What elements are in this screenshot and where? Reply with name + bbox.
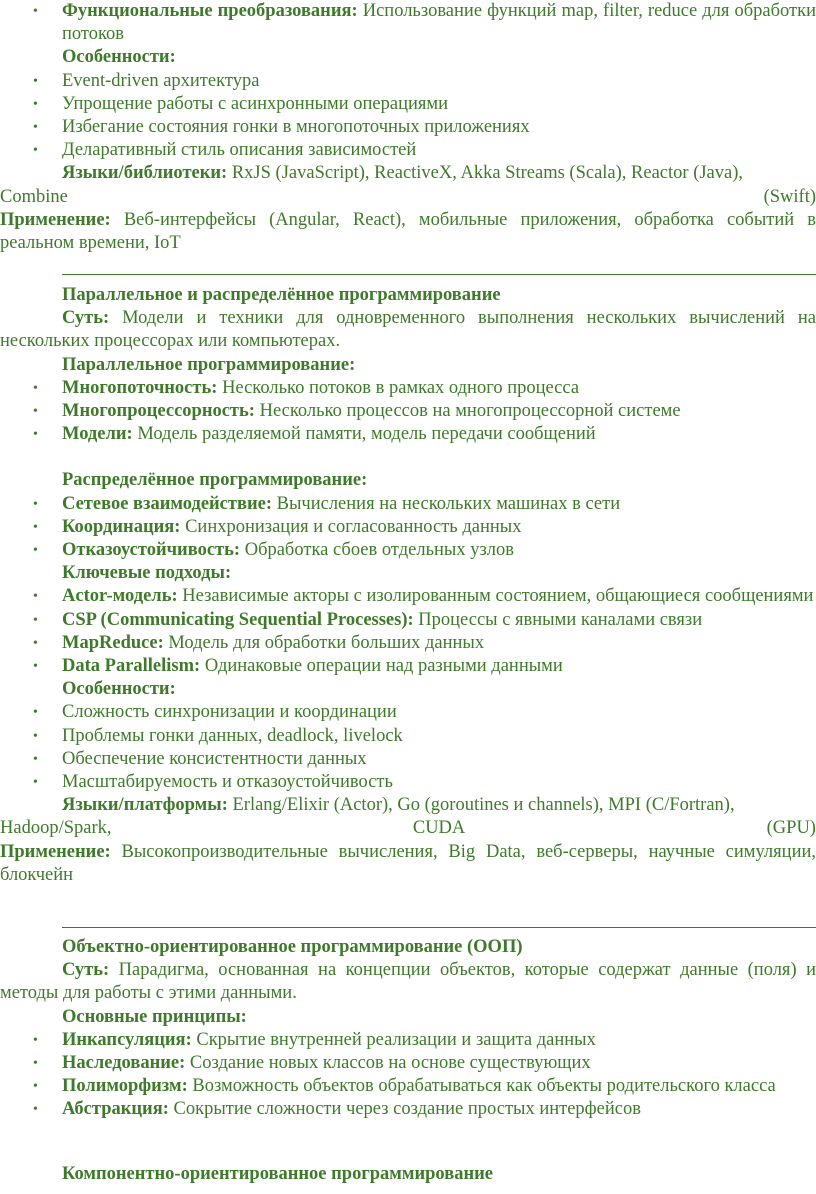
list-item: • Data Parallelism: Одинаковые операции над разными данными [0, 655, 816, 678]
list-item: • Сетевое взаимодействие: Вычисления на нескольких машинах в сети [0, 493, 816, 516]
features-list [0, 701, 816, 794]
list-item: • Event-driven архитектура [0, 70, 816, 93]
list-item: • Полиморфизм: Возможность объектов обрабатываться как объекты родительского класса [0, 1075, 816, 1098]
section-title: Компонентно-ориентированное программирование [62, 1164, 493, 1184]
bullet-icon: • [33, 635, 38, 651]
application-paragraph: Применение: Высокопроизводительные вычисления, Big Data, веб-серверы, научные симуляции, блокчейн [0, 841, 816, 885]
section-title: Параллельное и распределённое программирование [62, 285, 501, 305]
principles-heading: Основные принципы: [62, 1006, 247, 1027]
platforms-line: Языки/платформы: Erlang/Elixir (Actor), Go (goroutines и channels), MPI (C/Fortran), [62, 795, 735, 816]
distributed-heading: Распределённое программирование: [62, 470, 368, 491]
bullet-icon: • [33, 1032, 38, 1048]
features-list [0, 70, 816, 163]
section-reactive [0, 0, 816, 255]
bullet-icon: • [33, 380, 38, 396]
bullet-icon: • [33, 519, 38, 535]
list-item: • MapReduce: Модель для обработки больших данных [0, 632, 816, 655]
bullet-icon: • [33, 427, 38, 443]
bullet-icon: • [33, 612, 38, 628]
essence-paragraph: Суть: Модели и техники для одновременного выполнения нескольких вычислений на нескольких процессорах или компьютерах. [0, 308, 816, 352]
section-parallel [0, 284, 816, 887]
transform-list [0, 0, 816, 46]
section-divider [62, 927, 816, 928]
section-title: Объектно-ориентированное программирование (ООП) [62, 937, 523, 957]
list-item: • Обеспечение консистентности данных [0, 748, 816, 771]
list-item: • Actor-модель: Независимые акторы с изолированным состоянием, общающиеся сообщениями [0, 585, 816, 608]
list-item: • Отказоустойчивость: Обработка сбоев отдельных узлов [0, 539, 816, 562]
list-item: • CSP (Communicating Sequential Processes): Процессы с явными каналами связи [0, 609, 816, 632]
bullet-icon: • [33, 589, 38, 605]
bullet-icon: • [33, 775, 38, 791]
list-item: • Сложность синхронизации и координации [0, 701, 816, 724]
principles-list [0, 1029, 816, 1122]
application-paragraph: Применение: Веб-интерфейсы (Angular, React), мобильные приложения, обработка событий в реальном времени, IoT [0, 209, 816, 254]
bullet-icon: • [33, 705, 38, 721]
bullet-icon: • [33, 659, 38, 675]
features-heading: Особенности: [62, 47, 176, 68]
list-item: • Избегание состояния гонки в многопоточных приложениях [0, 116, 816, 139]
bullet-icon: • [33, 120, 38, 136]
parallel-heading: Параллельное программирование: [62, 354, 356, 375]
distributed-list [0, 493, 816, 563]
bullet-icon: • [33, 1102, 38, 1118]
list-item: • Многопроцессорность: Несколько процессов на многопроцессорной системе [0, 400, 816, 423]
section-component [0, 1163, 816, 1186]
parallel-list [0, 377, 816, 447]
section-oop [0, 936, 816, 1122]
bullet-icon: • [33, 1056, 38, 1072]
bullet-icon: • [33, 73, 38, 89]
list-item: • Функциональные преобразования: Использование функций map, filter, reduce для обработки потоков [33, 1, 816, 45]
bullet-icon: • [33, 1079, 38, 1095]
languages-line-2: Combine (Swift) [0, 186, 816, 207]
approaches-list [0, 585, 816, 678]
languages-line: Языки/библиотеки: RxJS (JavaScript), ReactiveX, Akka Streams (Scala), Reactor (Java), [62, 163, 744, 184]
list-item: • Модели: Модель разделяемой памяти, модель передачи сообщений [0, 423, 816, 446]
bullet-icon: • [33, 143, 38, 159]
list-item: • Абстракция: Сокрытие сложности через создание простых интерфейсов [0, 1098, 816, 1121]
list-item: • Координация: Синхронизация и согласованность данных [0, 516, 816, 539]
list-item: • Упрощение работы с асинхронными операциями [0, 93, 816, 116]
essence-paragraph: Суть: Парадигма, основанная на концепции объектов, которые содержат данные (поля) и методы для работы с этими данными. [0, 960, 816, 1004]
list-item: • Инкапсуляция: Скрытие внутренней реализации и защита данных [0, 1029, 816, 1052]
platforms-line-2: Hadoop/Spark, CUDA (GPU) [0, 818, 816, 839]
approaches-heading: Ключевые подходы: [62, 563, 232, 584]
list-item: • Проблемы гонки данных, deadlock, livelock [0, 725, 816, 748]
list-item: • Наследование: Создание новых классов на основе существующих [0, 1052, 816, 1075]
bullet-icon: • [33, 751, 38, 767]
list-item: • Деларативный стиль описания зависимостей [0, 139, 816, 162]
section-divider [62, 274, 816, 275]
bullet-icon: • [33, 543, 38, 559]
list-item: • Масштабируемость и отказоустойчивость [0, 771, 816, 794]
features-heading: Особенности: [62, 679, 176, 700]
list-item: • Многопоточность: Несколько потоков в рамках одного процесса [0, 377, 816, 400]
bullet-icon: • [33, 96, 38, 112]
bullet-icon: • [33, 728, 38, 744]
bullet-icon: • [33, 404, 38, 420]
bullet-icon: • [33, 4, 38, 19]
bullet-icon: • [33, 496, 38, 512]
